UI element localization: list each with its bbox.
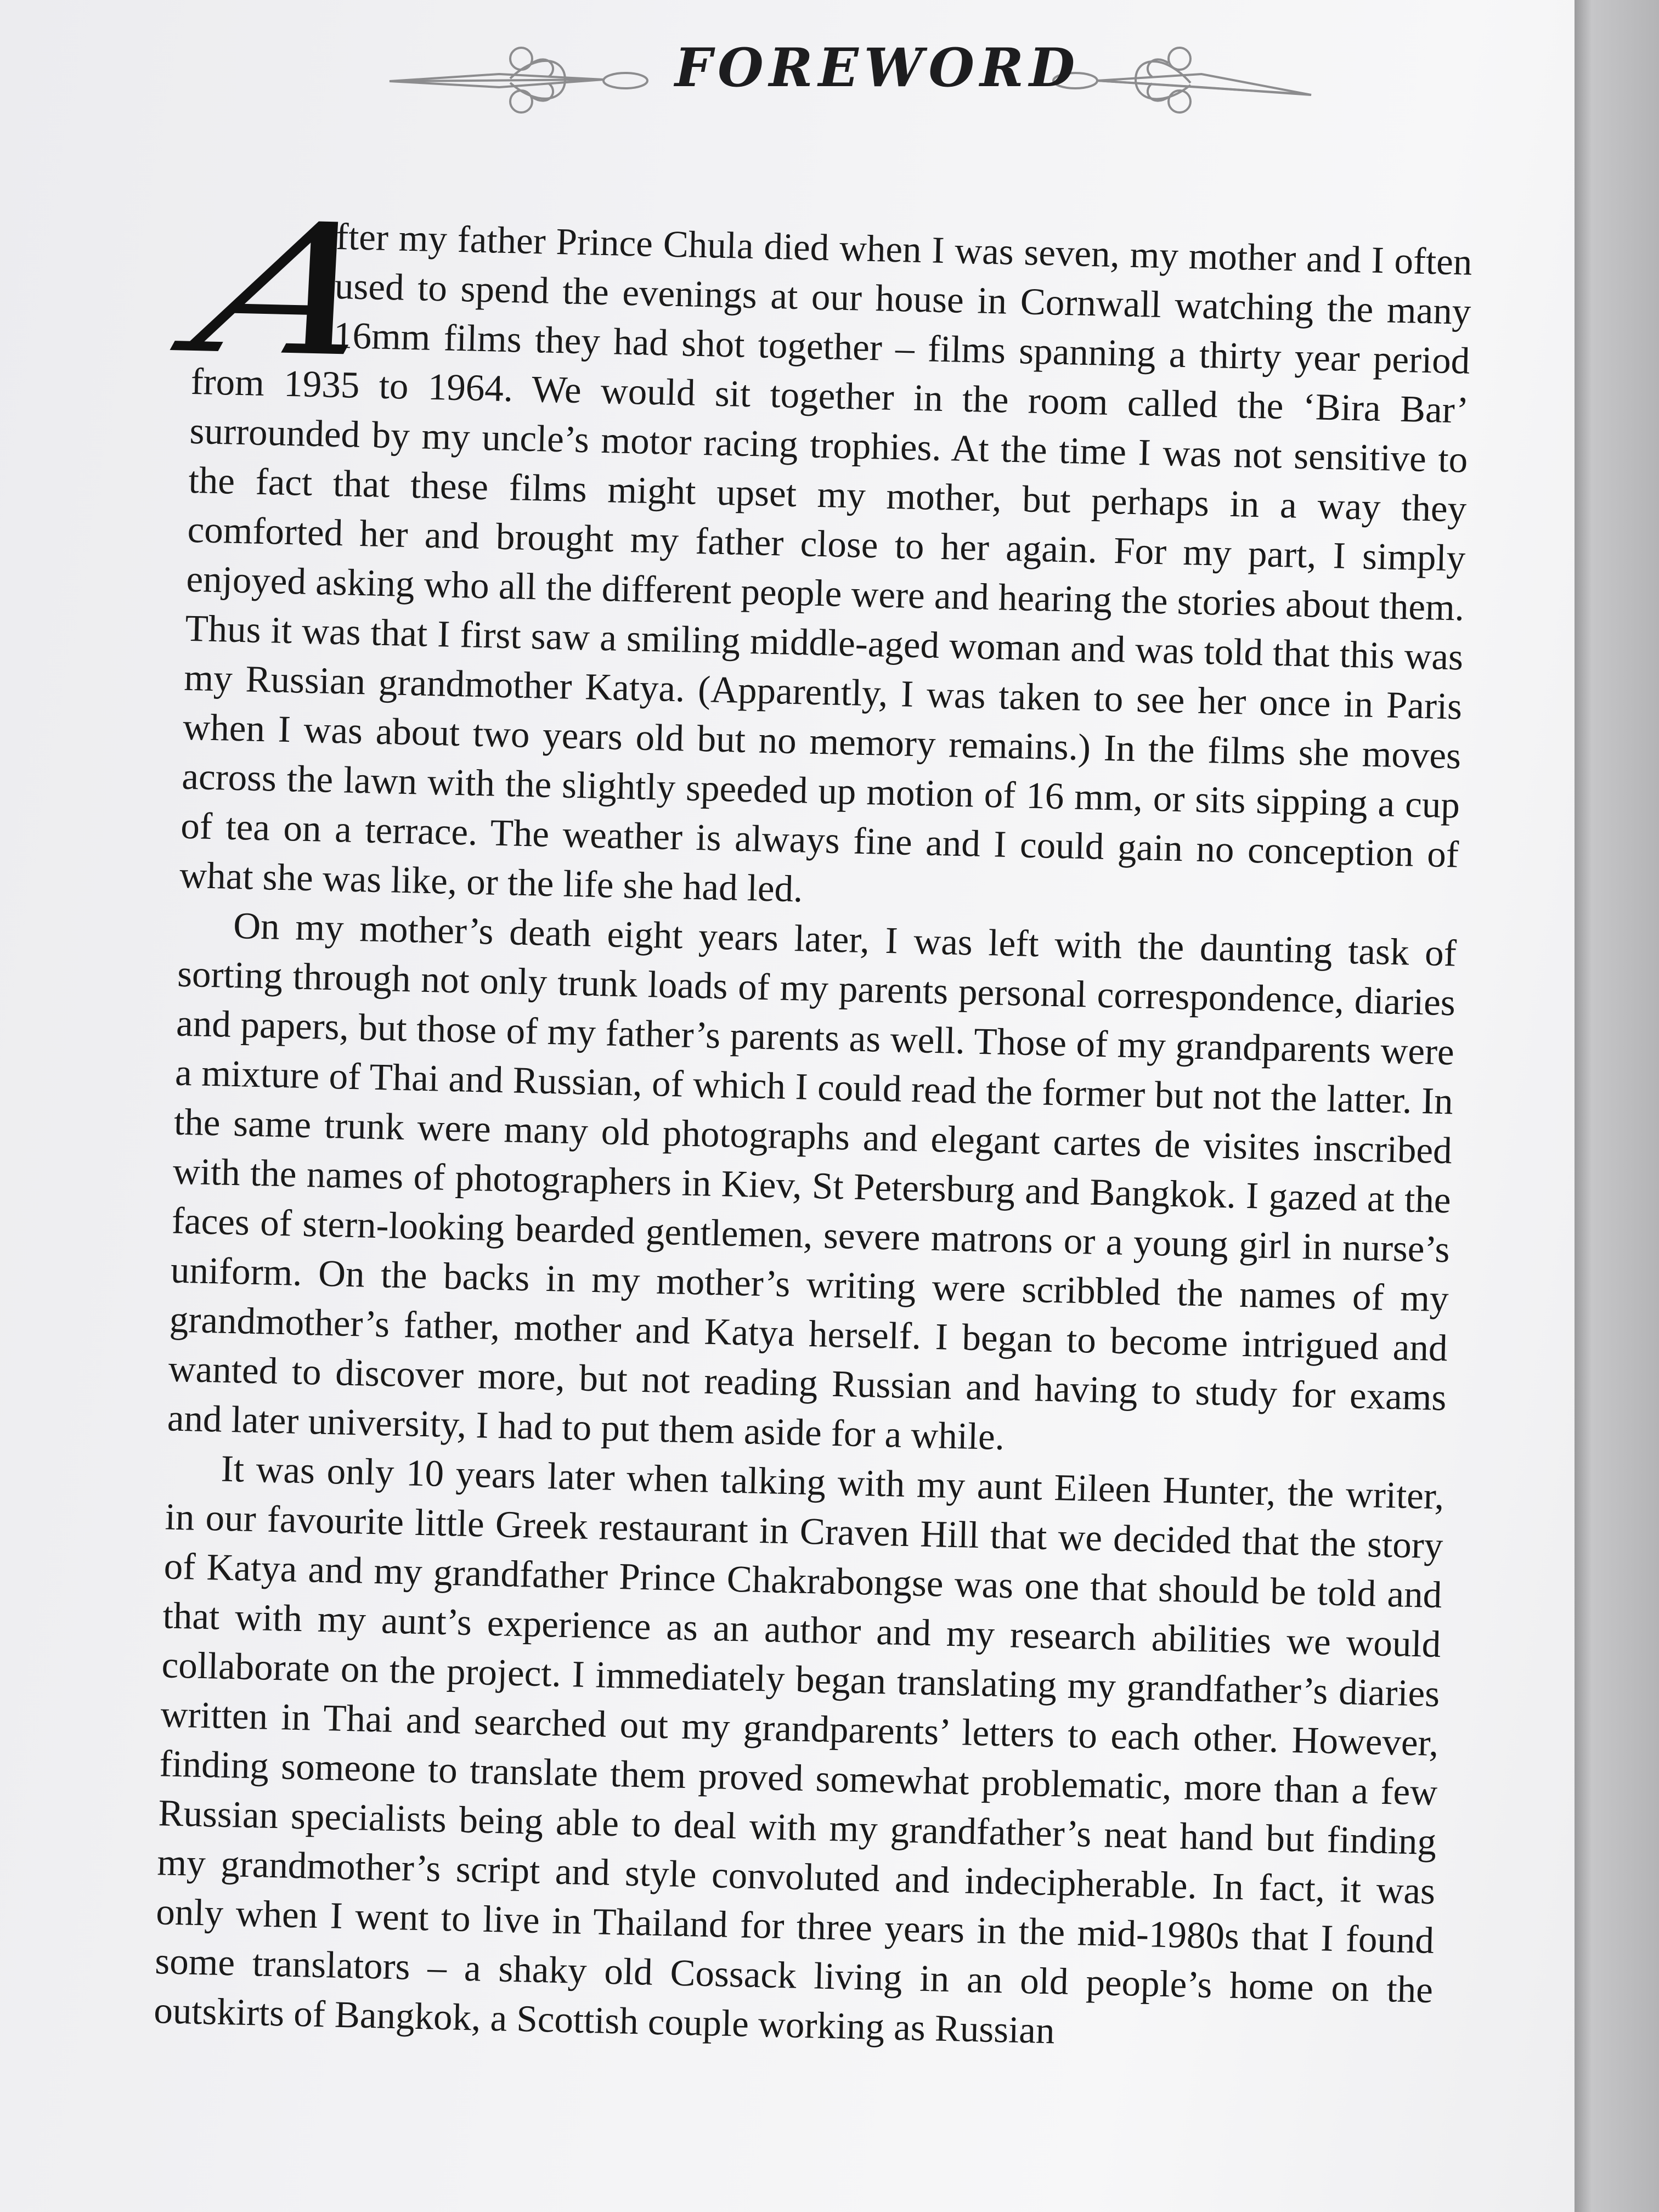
drop-cap: A xyxy=(174,183,408,397)
chapter-title: FOREWORD xyxy=(675,37,1081,99)
foreword-text xyxy=(153,183,1473,2064)
paragraph xyxy=(174,183,1473,929)
chapter-header xyxy=(384,30,1317,123)
paragraph: On my mother’s death eight years later, I was left with the daunting task of sorting through not only trunk loads of my parents personal correspondence, diaries and papers, but those of my father’s parents as well. Those of my grandparents were a mixture of Thai and Russian, of which I could read the former but not the latter. In the same trunk were many old photographs and elegant cartes de visites inscribed with the names of photographers in Kiev, St Petersburg and Bangkok. I gazed at the faces of stern-looking bearded gentlemen, severe matrons or a young girl in nurse’s uniform. On the backs in my mother’s writing were scribbled the names of my grandmother’s father, mother and Katya herself. I began to become intrigued and wanted to discover more, but not reading Russian and having to study for exams and later university, I had to put them aside for a while. xyxy=(167,904,1457,1458)
paragraph: It was only 10 years later when talking with my aunt Eileen Hunter, the writer, in our favourite little Greek restaurant in Craven Hill that we decided that the story of Katya and my grandfather Prince Chakrabongse was one that should be told and that with my aunt’s experience as an author and my research abilities we would collaborate on the project. I immediately began translating my grandfather’s diaries written in Thai and searched out my grandparents’ letters to each other. However, finding someone to translate them proved somewhat problematic, more than a few Russian specialists being able to deal with my grandfather’s neat hand but finding my grandmother’s script and style convoluted and indecipherable. In fact, it was only when I went to live in Thailand for three years in the mid-1980s that I found some translators – a shaky old Cossack living in an old people’s home on the outskirts of Bangkok, a Scottish couple working as Russian xyxy=(153,1447,1445,2052)
paragraph-text: fter my father Prince Chula died when I was seven, my mother and I often used to spend the evenings at our house in Cornwall watching the many 16mm films they had shot together – films spanning a thirty year period from 1935 to 1964. We would sit together in the room called the ‘Bira Bar’ surrounded by my uncle’s motor racing trophies. At the time I was not sensitive to the fact that these films might upset my mother, but perhaps in a way they comforted her and brought my father close to her again. For my part, I simply enjoyed asking who all the different people were and hearing the stories about them. Thus it was that I first saw a smiling middle-aged woman and was told that this was my Russian grandmother Katya. (Apparently, I was taken to see her once in Paris when I was about two years old but no memory remains.) In the films she moves across the lawn with the slightly speeded up motion of 16 mm, or sits sipping a cup of tea on a terrace. The weather is always fine and I could gain no conception of what she was like, or the life she had led. xyxy=(179,215,1473,910)
page-edge xyxy=(1575,0,1659,2212)
